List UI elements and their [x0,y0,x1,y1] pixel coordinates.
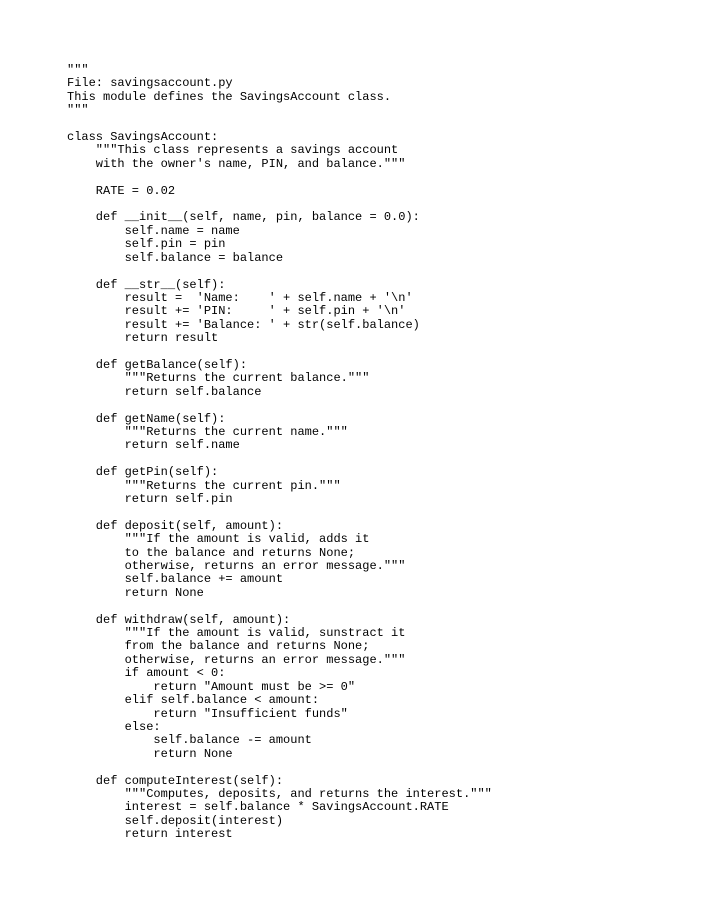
code-line: """ [67,63,89,77]
code-line: def __init__(self, name, pin, balance = 0.0): [67,210,420,225]
code-line: def getBalance(self): [67,357,248,372]
code-line [67,198,492,211]
code-line: """This class represents a savings account [67,143,399,158]
code-line: self.balance += amount [67,572,284,587]
code-line: def __str__(self): [67,277,226,292]
code-line: def getPin(self): [67,465,219,480]
code-line: return self.name [67,438,240,453]
code-line [67,761,492,774]
code-line: return self.balance [67,384,262,399]
code-line: from the balance and returns None; [67,639,370,654]
code-line: self.balance = balance [67,250,284,265]
code-line: return None [67,585,204,600]
code-line: return "Amount must be >= 0" [67,679,356,694]
code-line [67,118,492,131]
code-line: if amount < 0: [67,666,226,681]
code-line: """Returns the current balance.""" [67,371,370,386]
code-line: def getName(self): [67,411,226,426]
code-line: self.name = name [67,223,240,238]
code-line: """If the amount is valid, sunstract it [67,626,406,641]
code-line: def deposit(self, amount): [67,518,284,533]
code-line [67,265,492,278]
code-line [67,171,492,184]
code-line: to the balance and returns None; [67,545,356,560]
code-line [67,600,492,613]
code-line [67,506,492,519]
code-line: with the owner's name, PIN, and balance.""" [67,156,406,171]
code-line: else: [67,719,161,734]
code-line: RATE = 0.02 [67,183,176,198]
code-line: """If the amount is valid, adds it [67,532,370,547]
code-line: self.balance -= amount [67,733,312,748]
code-line: def withdraw(self, amount): [67,612,291,627]
code-line: self.pin = pin [67,237,226,252]
code-line: interest = self.balance * SavingsAccount.RATE [67,800,449,815]
code-line: return result [67,331,219,346]
code-line: This module defines the SavingsAccount class. [67,89,392,104]
code-line: result += 'PIN: ' + self.pin + '\n' [67,304,406,319]
code-line: result = 'Name: ' + self.name + '\n' [67,290,413,305]
code-line: File: savingsaccount.py [67,76,233,91]
code-line: otherwise, returns an error message.""" [67,559,406,574]
code-line: otherwise, returns an error message.""" [67,652,406,667]
code-line: class SavingsAccount: [67,130,219,145]
code-line: """Returns the current name.""" [67,424,348,439]
code-line: return self.pin [67,492,233,506]
code-line: """Computes, deposits, and returns the interest.""" [67,786,492,801]
code-line: def computeInterest(self): [67,773,284,788]
code-line: return None [67,746,233,761]
code-line: """Returns the current pin.""" [67,478,341,493]
code-line: result += 'Balance: ' + str(self.balance) [67,317,420,332]
code-line [67,346,492,359]
code-line: """ [67,103,89,118]
code-line: self.deposit(interest) [67,813,284,828]
code-line [67,453,492,466]
code-line: return interest [67,827,233,842]
code-listing [67,64,492,842]
code-line: return "Insufficient funds" [67,706,348,721]
code-line: elif self.balance < amount: [67,693,320,708]
code-line [67,399,492,412]
